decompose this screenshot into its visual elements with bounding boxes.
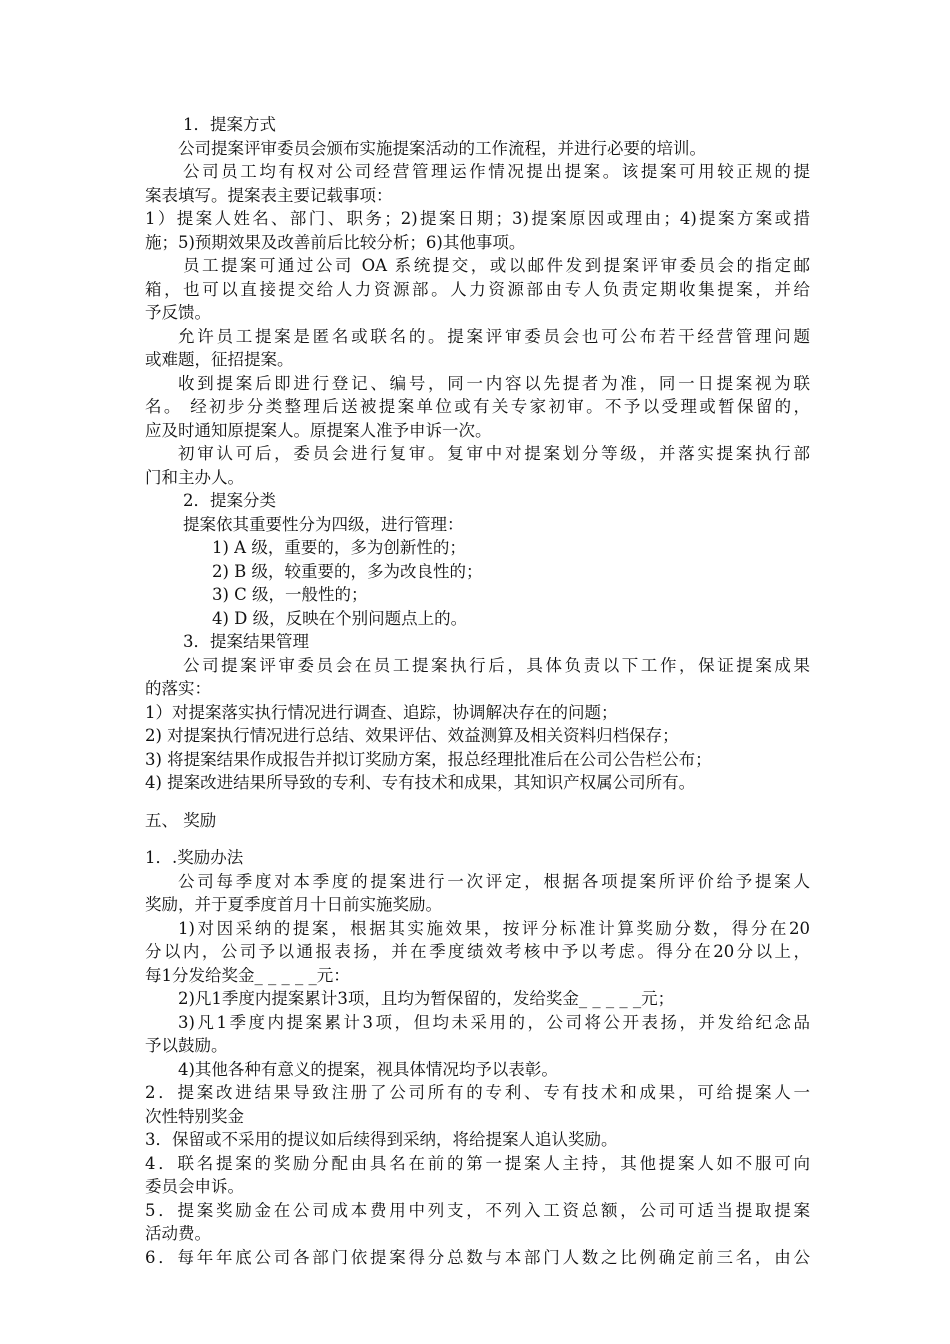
- text-line: 每1分发给奖金_ _ _ _ _元：: [145, 965, 350, 985]
- text-line: 初审认可后，委员会进行复审。复审中对提案划分等级，并落实提案执行部: [178, 444, 810, 463]
- text-line: 施；5)预期效果及改善前后比较分析；6)其他事项。: [145, 232, 526, 252]
- text-line: 4) D 级，反映在个别问题点上的。: [212, 608, 468, 628]
- text-line: 公司提案评审委员会在员工提案执行后，具体负责以下工作，保证提案成果: [183, 655, 810, 675]
- text-line: 4) 提案改进结果所导致的专利、专有技术和成果，其知识产权属公司所有。: [145, 773, 696, 792]
- text-line: 活动费。: [145, 1224, 211, 1243]
- text-line: 1．提案方式: [183, 115, 276, 134]
- text-line: 次性特别奖金: [145, 1106, 244, 1126]
- text-line: 3)凡1季度内提案累计3项，但均未采用的，公司将公开表扬，并发给纪念品: [178, 1012, 810, 1032]
- text-line: 3) C 级，一般性的；: [212, 585, 368, 604]
- text-line: 员工提案可通过公司 OA 系统提交，或以邮件发到提案评审委员会的指定邮: [183, 256, 810, 275]
- text-line: 应及时通知原提案人。原提案人准予申诉一次。: [145, 420, 492, 440]
- text-line: 2．提案分类: [183, 491, 276, 510]
- text-line: 箱，也可以直接提交给人力资源部。人力资源部由专人负责定期收集提案，并给: [145, 279, 810, 299]
- text-line: 1）对提案落实执行情况进行调查、追踪，协调解决存在的问题；: [145, 702, 618, 722]
- text-line: 公司每季度对本季度的提案进行一次评定，根据各项提案所评价给予提案人: [178, 871, 810, 891]
- text-line: 允许员工提案是匿名或联名的。提案评审委员会也可公布若干经营管理问题: [178, 326, 810, 346]
- text-line: 分以内，公司予以通报表扬，并在季度绩效考核中予以考虑。得分在20分以上，: [145, 942, 810, 961]
- text-line: 公司提案评审委员会颁布实施提案活动的工作流程，并进行必要的培训。: [178, 138, 706, 158]
- text-line: 2) B 级，较重要的，多为改良性的；: [212, 561, 483, 581]
- text-line: 收到提案后即进行登记、编号，同一内容以先提者为准，同一日提案视为联: [178, 373, 810, 393]
- text-line: 2)凡1季度内提案累计3项，且均为暂保留的，发给奖金_ _ _ _ _元；: [178, 989, 675, 1008]
- text-line: 4)其他各种有意义的提案，视具体情况均予以表彰。: [178, 1059, 558, 1079]
- text-line: 1．.奖励办法: [145, 848, 244, 867]
- text-line: 提案依其重要性分为四级，进行管理：: [183, 514, 464, 534]
- text-line: 4．联名提案的奖励分配由具名在前的第一提案人主持，其他提案人如不服可向: [145, 1153, 810, 1173]
- text-line: 2．提案改进结果导致注册了公司所有的专利、专有技术和成果，可给提案人一: [145, 1083, 810, 1102]
- text-line: 5．提案奖励金在公司成本费用中列支，不列入工资总额，公司可适当提取提案: [145, 1200, 810, 1220]
- text-line: 1)对因采纳的提案，根据其实施效果，按评分标准计算奖励分数，得分在20: [178, 918, 810, 938]
- text-line: 予以鼓励。: [145, 1036, 228, 1055]
- text-line: 奖励，并于夏季度首月十日前实施奖励。: [145, 895, 442, 914]
- text-line: 2) 对提案执行情况进行总结、效果评估、效益测算及相关资料归档保存；: [145, 726, 679, 745]
- text-line: 3) 将提案结果作成报告并拟订奖励方案，报总经理批准后在公司公告栏公布；: [145, 749, 712, 769]
- text-line: 3．保留或不采用的提议如后续得到采纳，将给提案人追认奖励。: [145, 1130, 618, 1149]
- text-line: 的落实：: [145, 679, 211, 698]
- text-line: 1) A 级，重要的，多为创新性的；: [212, 538, 466, 557]
- text-line: 公司员工均有权对公司经营管理运作情况提出提案。该提案可用较正规的提: [183, 162, 810, 181]
- document-page: [145, 113, 810, 1269]
- text-line: 委员会申诉。: [145, 1177, 244, 1196]
- text-line: 或难题，征招提案。: [145, 350, 294, 369]
- text-line: 1）提案人姓名、部门、职务；2)提案日期；3)提案原因或理由；4)提案方案或措: [145, 209, 810, 228]
- text-line: 名。 经初步分类整理后送被提案单位或有关专家初审。不予以受理或暂保留的，: [145, 397, 810, 416]
- text-line: 案表填写。提案表主要记载事项：: [145, 185, 393, 205]
- text-line: 6．每年年底公司各部门依提案得分总数与本部门人数之比例确定前三名，由公: [145, 1247, 810, 1267]
- text-line: 门和主办人。: [145, 467, 244, 487]
- text-line: 五、 奖励: [145, 810, 217, 830]
- text-line: 予反馈。: [145, 303, 211, 322]
- text-line: 3．提案结果管理: [183, 632, 309, 651]
